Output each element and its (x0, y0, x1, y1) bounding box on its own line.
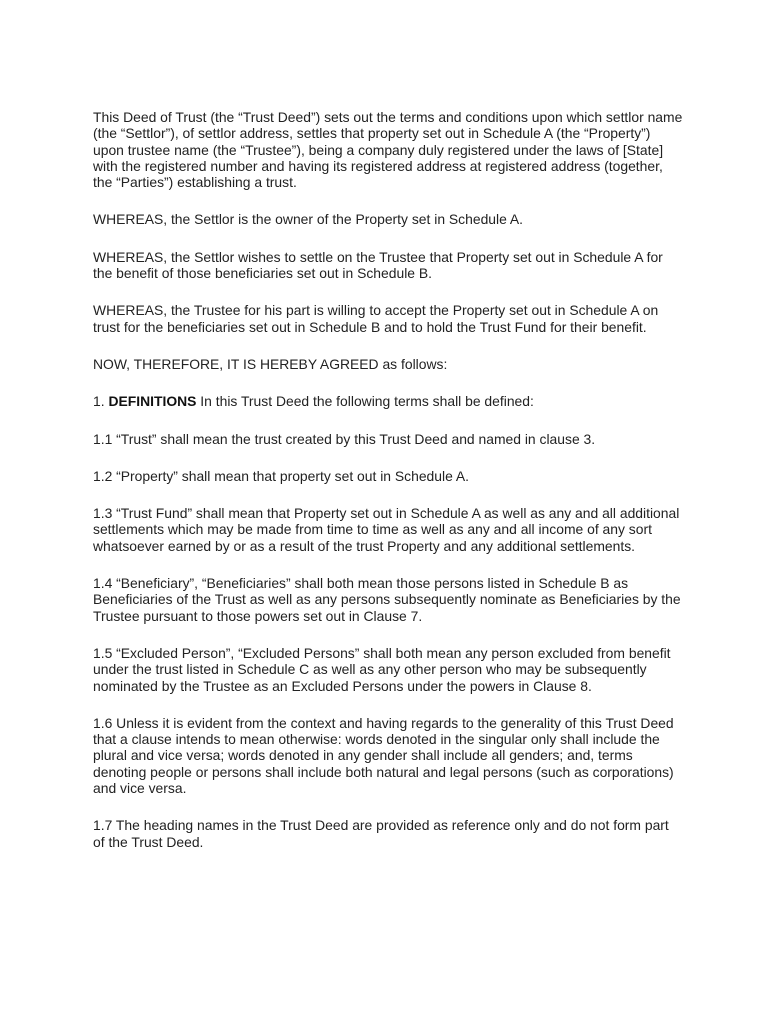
clause-1-4: 1.4 “Beneficiary”, “Beneficiaries” shall both mean those persons listed in Schedule B as Beneficiaries of the Trust as well as any persons subsequently nominate as Beneficiaries by the Trustee pursuant to those powers set out in Clause 7. (93, 575, 681, 624)
definitions-intro: In this Trust Deed the following terms shall be defined: (196, 393, 534, 410)
clause-1-7: 1.7 The heading names in the Trust Deed are provided as reference only and do not form part of the Trust Deed. (93, 817, 669, 850)
preamble-paragraph: This Deed of Trust (the “Trust Deed”) sets out the terms and conditions upon which settlor name (the “Settlor”), of settlor address, settles that property set out in Schedule A (the “Property”) upon trustee name (the “Trustee”), being a company duly registered under the laws of [State] with the registered number and having its registered address at registered address (together, the “Parties”) establishing a trust. (93, 109, 683, 191)
whereas-paragraph-1: WHEREAS, the Settlor is the owner of the Property set in Schedule A. (93, 211, 524, 228)
agreement-statement: NOW, THEREFORE, IT IS HEREBY AGREED as follows: (93, 355, 448, 372)
clause-1-2: 1.2 “Property” shall mean that property set out in Schedule A. (93, 467, 470, 484)
clause-1-3: 1.3 “Trust Fund” shall mean that Property set out in Schedule A as well as any and all additional settlements which may be made from time to time as well as any and all income of any sort whatsoever earned by or as a result of the trust Property and any additional settlements. (93, 505, 680, 554)
clause-1-1: 1.1 “Trust” shall mean the trust created by this Trust Deed and named in clause 3. (93, 430, 596, 447)
whereas-paragraph-3: WHEREAS, the Trustee for his part is willing to accept the Property set out in Schedule A on trust for the beneficiaries set out in Schedule B and to hold the Trust Fund for their benefit. (93, 302, 659, 335)
document-body (93, 109, 683, 871)
definitions-section (93, 393, 683, 409)
definitions-number: 1. (93, 393, 109, 410)
clause-1-5: 1.5 “Excluded Person”, “Excluded Persons” shall both mean any person excluded from benefit under the trust listed in Schedule C as well as any other person who may be subsequently nominated by the Trustee as an Excluded Persons under the powers in Clause 8. (93, 644, 671, 694)
whereas-paragraph-2: WHEREAS, the Settlor wishes to settle on the Trustee that Property set out in Schedule A for the benefit of those beneficiaries set out in Schedule B. (93, 248, 663, 282)
definitions-heading: DEFINITIONS (108, 393, 197, 410)
clause-1-6: 1.6 Unless it is evident from the context and having regards to the generality of this Trust Deed that a clause intends to mean otherwise: words denoted in the singular only shall include the plural and vice versa; words denoted in any gender shall include all genders; and, terms denoting people or persons shall include both natural and legal persons (such as corporations) and vice versa. (93, 714, 674, 797)
